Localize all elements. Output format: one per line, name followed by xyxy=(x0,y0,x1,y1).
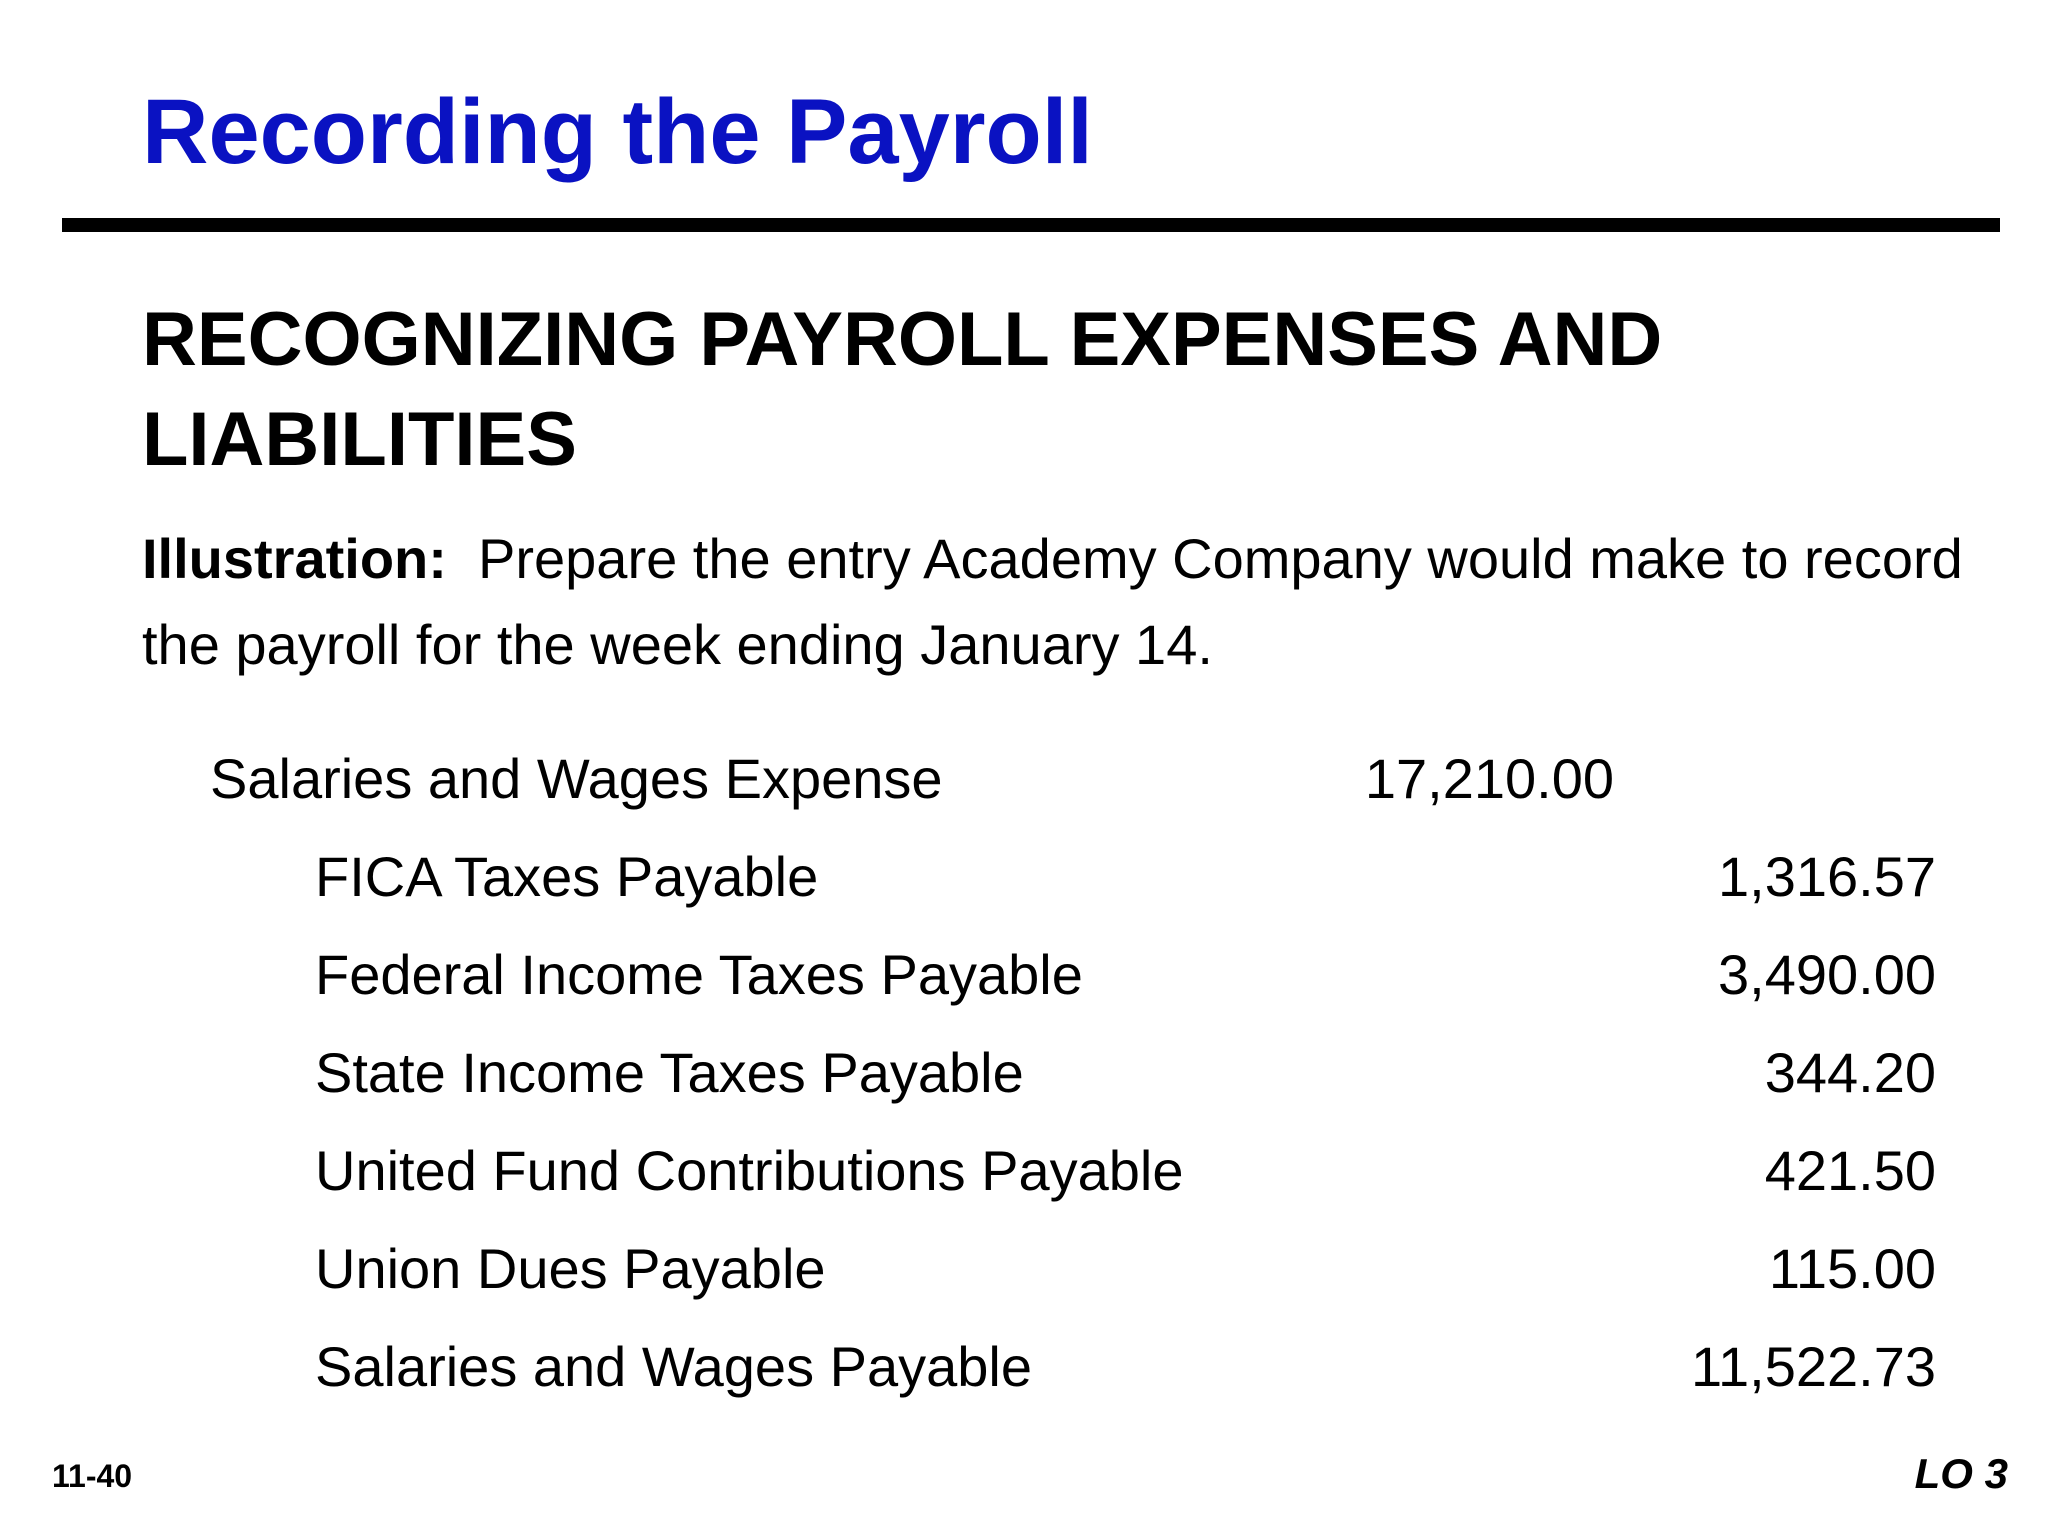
journal-entry-credit-row xyxy=(0,1024,2048,1122)
section-heading: RECOGNIZING PAYROLL EXPENSES AND LIABILITIES xyxy=(142,297,1663,482)
learning-objective-tag: LO 3 xyxy=(1914,1450,2008,1497)
credit-account: Federal Income Taxes Payable xyxy=(315,943,1083,1006)
journal-entry-debit-row xyxy=(0,730,2048,828)
credit-account: Union Dues Payable xyxy=(315,1237,826,1300)
credit-amount: 421.50 xyxy=(1764,1139,1936,1202)
slide-title: Recording the Payroll xyxy=(142,81,1093,183)
title-divider xyxy=(62,218,2000,232)
journal-entry-credit-row xyxy=(0,1122,2048,1220)
credit-account: United Fund Contributions Payable xyxy=(315,1139,1184,1202)
journal-entry-credit-row xyxy=(0,828,2048,926)
credit-account: Salaries and Wages Payable xyxy=(315,1335,1033,1398)
credit-amount: 3,490.00 xyxy=(1718,943,1936,1006)
credit-amount: 11,522.73 xyxy=(1691,1335,1936,1398)
credit-account: State Income Taxes Payable xyxy=(315,1041,1024,1104)
credit-amount: 115.00 xyxy=(1768,1237,1936,1300)
credit-account: FICA Taxes Payable xyxy=(315,845,819,908)
illustration-text: Prepare the entry Academy Company would make to record the payroll for the week ending January 14. xyxy=(142,527,1963,676)
credit-amount: 1,316.57 xyxy=(1718,845,1936,908)
debit-account: Salaries and Wages Expense xyxy=(210,747,943,810)
illustration-lead: Illustration: xyxy=(142,527,447,590)
journal-entry-credit-row xyxy=(0,1318,2048,1416)
illustration-paragraph xyxy=(142,516,1982,688)
page-number: 11-40 xyxy=(52,1458,133,1494)
journal-entry xyxy=(0,730,2048,1416)
journal-entry-credit-row xyxy=(0,926,2048,1024)
credit-amount: 344.20 xyxy=(1764,1041,1936,1104)
debit-amount: 17,210.00 xyxy=(1364,747,1614,810)
journal-entry-credit-row xyxy=(0,1220,2048,1318)
